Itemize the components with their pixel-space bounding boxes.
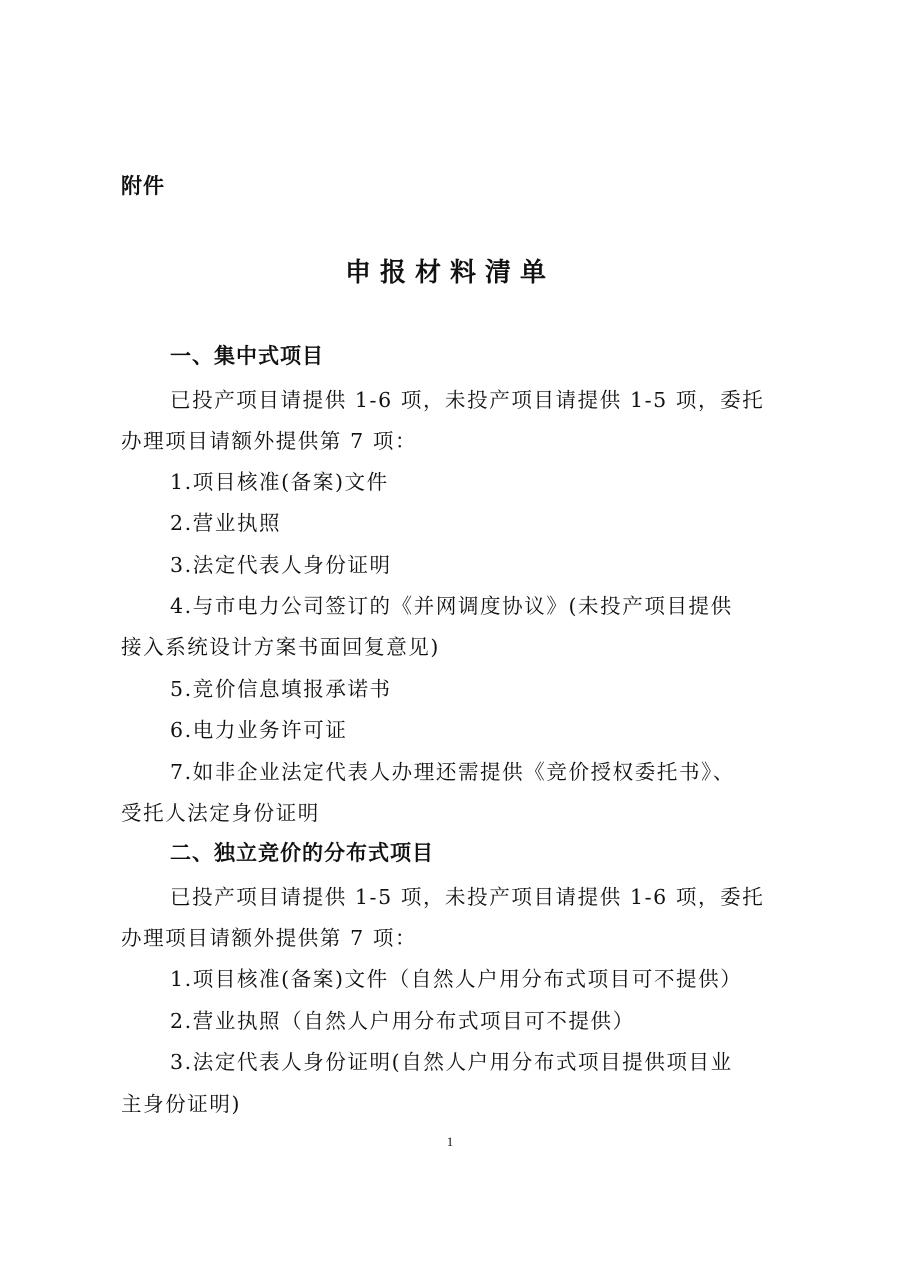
section1-item-3: 3.法定代表人身份证明	[170, 553, 392, 577]
section1-item-7-line1: 7.如非企业法定代表人办理还需提供《竞价授权委托书》、	[170, 760, 736, 784]
section1-item-5: 5.竞价信息填报承诺书	[170, 677, 392, 701]
section2-item-3-line2: 主身份证明)	[121, 1092, 242, 1116]
section1-item-6: 6.电力业务许可证	[170, 718, 348, 742]
section1-item-4-line1: 4.与市电力公司签订的《并网调度协议》(未投产项目提供	[170, 594, 733, 618]
section2-intro-line2: 办理项目请额外提供第 7 项：	[121, 926, 418, 950]
page-number: 1	[446, 1134, 454, 1149]
section1-item-4-line2: 接入系统设计方案书面回复意见)	[121, 635, 440, 659]
section2-intro-line1: 已投产项目请提供 1-5 项，未投产项目请提供 1-6 项，委托	[170, 885, 765, 909]
section1-item-2: 2.营业执照	[170, 511, 282, 535]
section1-intro-line1: 已投产项目请提供 1-6 项，未投产项目请提供 1-5 项，委托	[170, 388, 765, 412]
section2-item-2: 2.营业执照（自然人户用分布式项目可不提供）	[170, 1009, 635, 1033]
section1-intro-line2: 办理项目请额外提供第 7 项：	[121, 429, 418, 453]
attachment-label: 附件	[121, 174, 165, 198]
section2-item-3-line1: 3.法定代表人身份证明(自然人户用分布式项目提供项目业	[170, 1050, 733, 1074]
page-title: 申报材料清单	[344, 258, 555, 288]
section1-item-1: 1.项目核准(备案)文件	[170, 470, 389, 494]
section2-heading: 二、独立竞价的分布式项目	[170, 841, 434, 865]
section1-item-7-line2: 受托人法定身份证明	[121, 801, 320, 825]
section1-heading: 一、集中式项目	[170, 344, 324, 368]
section2-item-1: 1.项目核准(备案)文件（自然人户用分布式项目可不提供）	[170, 967, 743, 991]
